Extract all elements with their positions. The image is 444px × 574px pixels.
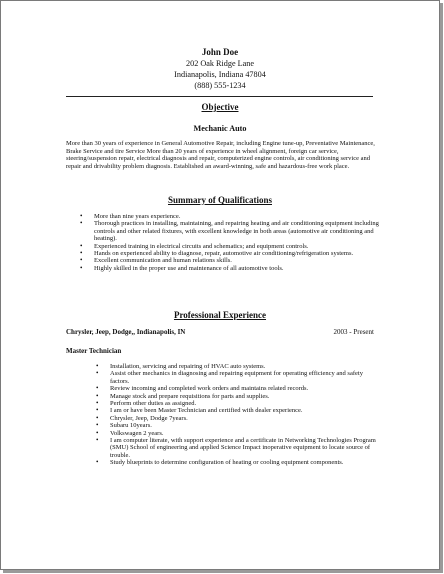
contact-address: 202 Oak Ridge Lane (186, 59, 254, 68)
contact-header (1, 47, 439, 91)
list-item: • Manage stock and prepare requisitions for parts and supplies. (96, 393, 379, 400)
list-item: • Thorough practices in installing, maintaining, and repairing heating and air conditioning equipment including controls and other related fixtures, with excellent knowledge in both areas (automotive air conditioning and heating). (80, 220, 380, 242)
qualifications-heading: Summary of Qualifications (167, 195, 272, 205)
experience-heading: Professional Experience (173, 310, 267, 320)
list-item: • Subaru 10years. (96, 422, 379, 429)
objective-title: Mechanic Auto (193, 124, 247, 133)
header-divider (66, 96, 373, 97)
list-item: • More than nine years experience. (80, 213, 380, 220)
list-item: • Review incoming and completed work orders and maintains related records. (96, 385, 379, 392)
list-item: • Installation, servicing and repairing of HVAC auto systems. (96, 363, 379, 370)
list-item: • Experienced training in electrical circuits and schematics; and equipment controls. (80, 243, 380, 250)
job-role: Master Technician (66, 347, 122, 355)
contact-name: John Doe (201, 47, 239, 57)
list-item: • Chrysler, Jeep, Dodge 7years. (96, 415, 379, 422)
employment-dates: 2003 - Present (333, 328, 374, 336)
experience-list (96, 363, 379, 467)
list-item: • I am computer literate, with support experience and a certificate in Networking Technologies Program (SMU) School of engineering and applied Science Impact inoperative equipment to locate source of trouble. (96, 437, 379, 459)
list-item: • Hands on experienced ability to diagnose, repair, automotive air conditioning/refrigeration systems. (80, 250, 380, 257)
employer-name: Chrysler, Jeep, Dodge,, Indianapolis, IN (66, 328, 186, 336)
list-item: • Excellent communication and human relations skills. (80, 257, 380, 264)
list-item: • Volkswagen 2 years. (96, 430, 379, 437)
list-item: • Highly skilled in the proper use and maintenance of all automotive tools. (80, 265, 380, 272)
list-item: • I am or have been Master Technician and certified with dealer experience. (96, 407, 379, 414)
list-item: • Assist other mechanics in diagnosing and repairing equipment for operating efficiency and safety factors. (96, 370, 379, 385)
qualifications-list (80, 213, 380, 272)
list-item: • Study blueprints to determine configuration of heating or cooling equipment components. (96, 459, 379, 466)
objective-heading: Objective (201, 102, 239, 112)
objective-text: More than 30 years of experience in General Automotive Repair, including Engine tune-up, Preventative Maintenance, Brake Service and tire Service More than 20 years of experience in wheel alignment, foreign car service, steering/suspension repair, electrical diagnosis and repair, computerized engine controls, air conditioning service and repair and drivability problem diagnosis. Established an award-winning, safe and hazardous-free work place. (66, 140, 375, 170)
list-item: • Perform other duties as assigned. (96, 400, 379, 407)
contact-city: Indianapolis, Indiana 47804 (174, 70, 266, 79)
contact-phone: (888) 555-1234 (194, 81, 246, 90)
